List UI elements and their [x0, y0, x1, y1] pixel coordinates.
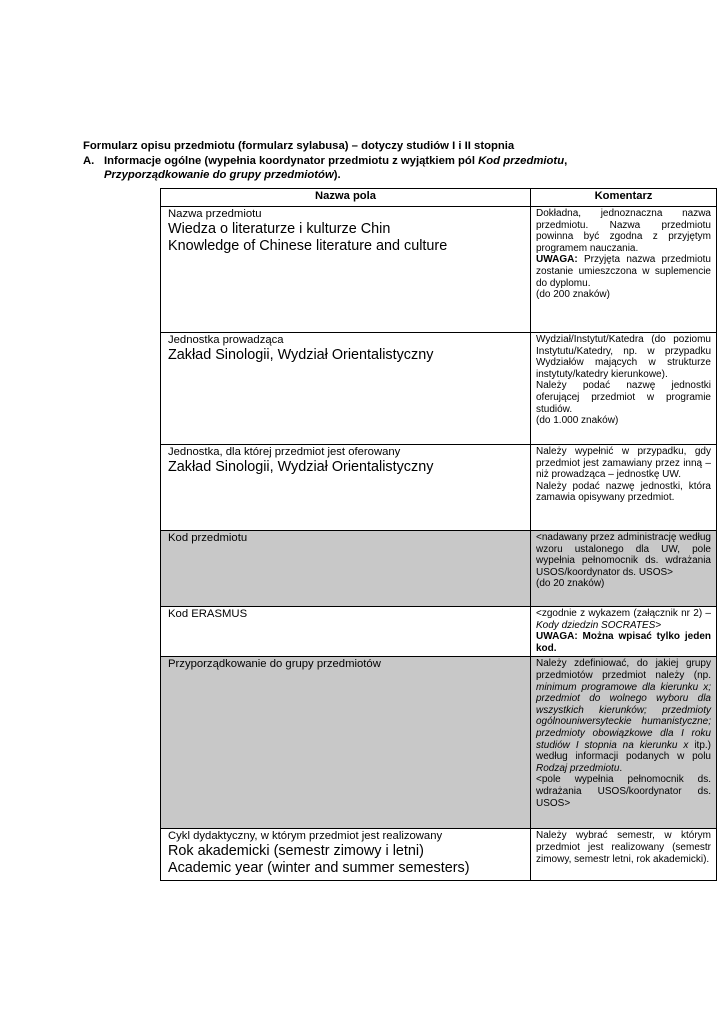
comment-text: (do 1.000 znaków) — [536, 415, 619, 427]
field-label: Cykl dydaktyczny, w którym przedmiot jest realizowany — [168, 830, 443, 843]
field-label: Nazwa przedmiotu — [168, 208, 262, 220]
section-a-heading — [83, 154, 643, 169]
comment-text: <pole wypełnia pełnomocnik ds. wdrażania USOS/koordynator ds. USOS> — [536, 774, 711, 809]
comment-cell — [531, 207, 717, 333]
comment-text: Należy podać nazwę jednostki, która zamawia opisywany przedmiot. — [536, 480, 711, 504]
comment-text: . — [619, 762, 623, 774]
comment-text: Należy zdefiniować, do jakiej grupy przedmiotów przedmiot należy (np. — [536, 658, 711, 681]
header-comment: Komentarz — [531, 189, 717, 207]
table-row — [161, 607, 717, 657]
comment-text: (do 20 znaków) — [536, 578, 605, 590]
field-cell-erasmus[interactable] — [161, 607, 531, 657]
comment-cell — [531, 657, 717, 829]
comment-warning: UWAGA: Można wpisać tylko jeden kod. — [536, 631, 711, 654]
comment-text: Przyjęta nazwa przedmiotu zostanie umieszczona w suplemencie do dyplomu. — [536, 254, 711, 289]
comment-text: Wydział/Instytut/Katedra (do poziomu Instytutu/Katedry, np. w przypadku Wydziałów mających w strukturze instytuty/katedry kierunkowe). — [536, 334, 711, 380]
comment-text: <nadawany przez administrację według wzoru ustalonego dla UW, pole wypełnia pełnomocnik ds. wdrażania USOS/koordynator ds. USOS> — [536, 532, 711, 578]
field-cell-nazwa[interactable] — [161, 207, 531, 333]
field-cell-kod — [161, 531, 531, 607]
comment-text: Należy wybrać semestr, w którym przedmiot jest realizowany (semestr zimowy, semestr letni, rok akademicki). — [536, 830, 711, 865]
syllabus-table — [160, 188, 717, 881]
comment-text: <zgodnie z wykazem (załącznik nr 2) – — [536, 608, 711, 619]
section-title: Informacje ogólne (wypełnia koordynator przedmiotu z wyjątkiem pól — [104, 154, 479, 167]
section-subtitle-italic: Przyporządkowanie do grupy przedmiotów — [104, 169, 334, 181]
table-row — [161, 445, 717, 531]
field-label: Kod przedmiotu — [168, 532, 248, 544]
table-row — [161, 207, 717, 333]
field-cell-jednostka[interactable] — [161, 333, 531, 445]
comment-text: Dokładna, jednoznaczna nazwa przedmiotu. Nazwa przedmiotu powinna być zgodna z przyjętym programem nauczania. — [536, 208, 711, 254]
comment-cell — [531, 531, 717, 607]
table-row — [161, 531, 717, 607]
table-row — [161, 333, 717, 445]
comment-cell — [531, 829, 717, 881]
comment-text: Należy wypełnić w przypadku, gdy przedmiot jest zamawiany przez inną – niż prowadząca – jednostkę UW. — [536, 446, 711, 481]
field-label: Przyporządkowanie do grupy przedmiotów — [168, 658, 381, 671]
comment-cell — [531, 607, 717, 657]
comment-italic: minimum programowe dla kierunku x; przedmiot do wolnego wyboru dla wszystkich kierunków; przedmioty ogólnouniwersyteckie humanistyczne; przedmioty obowiązkowe dla I roku studiów I stopnia na kierunku x — [536, 681, 711, 751]
section-subtitle-suffix: ). — [333, 169, 341, 181]
section-letter: A. — [83, 154, 95, 167]
comment-text: itp.) według informacji podanych w polu — [536, 739, 712, 763]
comment-italic: Rodzaj przedmiotu — [536, 762, 620, 774]
form-heading — [83, 139, 643, 183]
header-field-name: Nazwa pola — [161, 189, 531, 207]
field-cell-cykl[interactable] — [161, 829, 531, 881]
table-row — [161, 829, 717, 881]
field-label: Kod ERASMUS — [168, 608, 248, 620]
table-header-row — [161, 189, 717, 207]
comment-warning: UWAGA: — [536, 254, 578, 266]
comment-italic: Kody dziedzin SOCRATES — [536, 619, 656, 631]
section-title-italic: Kod przedmiotu — [478, 154, 565, 167]
comment-cell — [531, 445, 717, 531]
field-label: Jednostka prowadząca — [168, 334, 284, 346]
comment-text: (do 200 znaków) — [536, 289, 610, 301]
section-title-sep: , — [564, 154, 568, 167]
field-value: Zakład Sinologii, Wydział Orientalistyczny — [168, 459, 434, 475]
section-subtitle — [83, 168, 643, 183]
field-value: Zakład Sinologii, Wydział Orientalistyczny — [168, 347, 434, 363]
comment-cell — [531, 333, 717, 445]
field-cell-grupa — [161, 657, 531, 829]
field-value: Wiedza o literaturze i kulturze Chin — [168, 221, 391, 237]
field-label: Jednostka, dla której przedmiot jest oferowany — [168, 446, 401, 458]
comment-text: > — [655, 619, 662, 631]
form-title: Formularz opisu przedmiotu (formularz sylabusa) – dotyczy studiów I i II stopnia — [83, 140, 515, 152]
comment-text: Należy podać nazwę jednostki oferującej przedmiot w programie studiów. — [536, 380, 711, 415]
field-value: Rok akademicki (semestr zimowy i letni) — [168, 843, 424, 860]
table-row — [161, 657, 717, 829]
field-value: Knowledge of Chinese literature and culture — [168, 237, 448, 254]
field-value: Academic year (winter and summer semesters) — [168, 859, 470, 876]
field-cell-oferowany[interactable] — [161, 445, 531, 531]
